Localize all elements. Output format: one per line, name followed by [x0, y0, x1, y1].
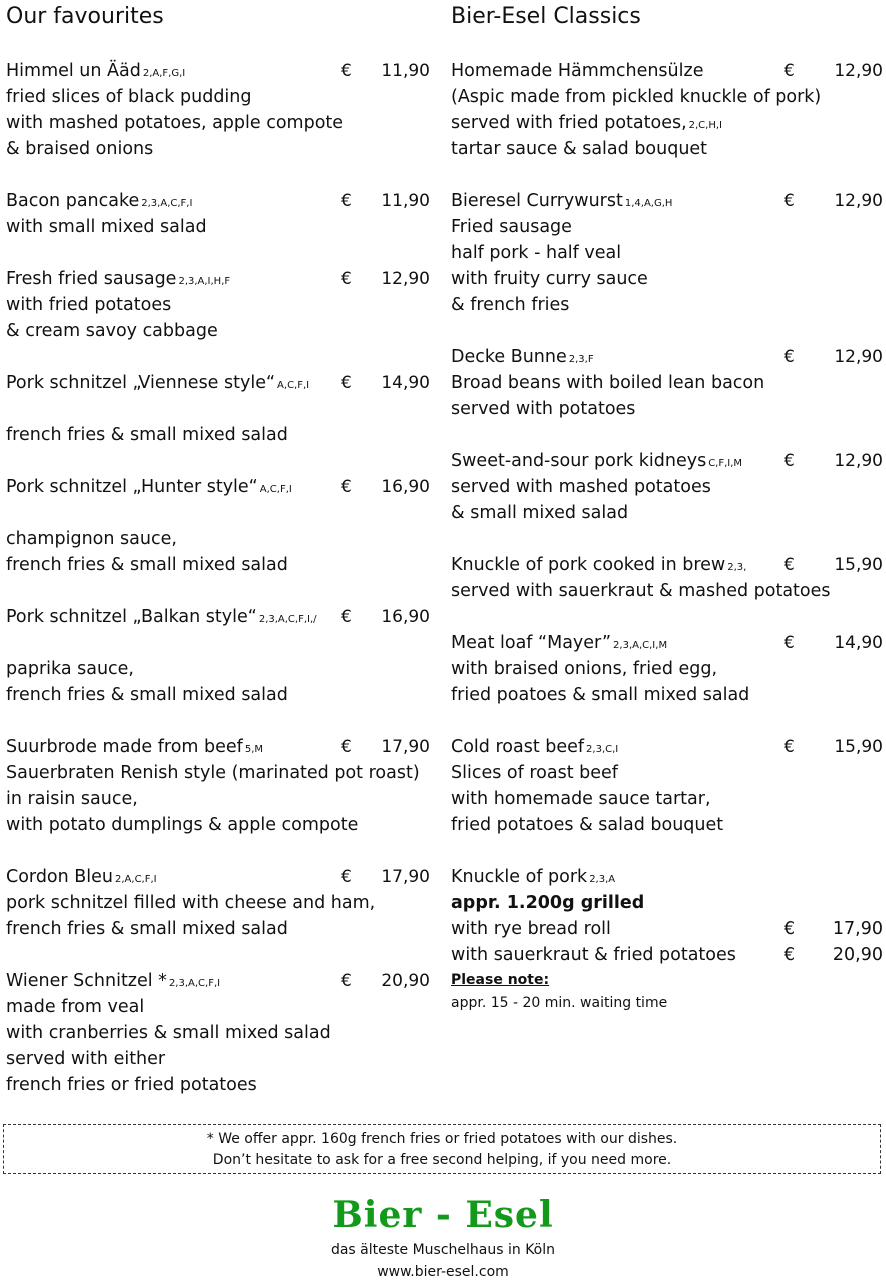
- dish-name: Bieresel Currywurst: [451, 191, 623, 211]
- description-text: with fruity curry sauce: [451, 269, 648, 289]
- dish-description-line: [451, 656, 883, 682]
- description-text: french fries or fried potatoes: [6, 1075, 257, 1095]
- dish-description-line: [6, 396, 430, 422]
- description-text: made from veal: [6, 997, 145, 1017]
- menu-item-title: [451, 344, 883, 370]
- description-text: with braised onions, fried egg,: [451, 659, 718, 679]
- dish-description-line: [6, 292, 430, 318]
- dish-description-line: [6, 1020, 430, 1046]
- menu-item: [451, 58, 883, 162]
- description-text: in raisin sauce,: [6, 789, 138, 809]
- dish-description-line: [451, 292, 883, 318]
- brand-logo: Bier - Esel: [332, 1194, 554, 1236]
- dish-subtitle: appr. 1.200g grilled: [451, 893, 645, 913]
- dish-description-line: [451, 214, 883, 240]
- description-text: tartar sauce & salad bouquet: [451, 139, 708, 159]
- menu-item-title: [451, 448, 883, 474]
- menu-item-knuckle-of-pork: [451, 864, 883, 1014]
- price: 14,90: [834, 633, 883, 653]
- menu-item: [6, 266, 430, 344]
- dish-description-line: [451, 786, 883, 812]
- description-text: (Aspic made from pickled knuckle of pork): [451, 87, 822, 107]
- dish-description-line: [451, 812, 883, 838]
- description-text: french fries & small mixed salad: [6, 685, 288, 705]
- menu-item-title: [6, 266, 430, 292]
- dish-description-line: [451, 396, 883, 422]
- description-text: champignon sauce,: [6, 529, 177, 549]
- description-text: paprika sauce,: [6, 659, 134, 679]
- allergen-codes: 2,3,A,C,F,I: [168, 978, 221, 989]
- menu-item: [6, 58, 430, 162]
- dish-description-line: [6, 890, 430, 916]
- dish-description-line: [6, 656, 430, 682]
- menu-item-title: [451, 734, 883, 760]
- menu-item-title: [451, 864, 883, 890]
- menu-item: [6, 968, 430, 1098]
- price: 11,90: [381, 61, 430, 81]
- euro-sign: €: [784, 191, 795, 211]
- dish-description-line: [451, 370, 883, 396]
- description-text: fried slices of black pudding: [6, 87, 252, 107]
- price: 12,90: [834, 347, 883, 367]
- menu-item: [6, 474, 430, 578]
- euro-sign: €: [341, 61, 352, 81]
- dish-name: Suurbrode made from beef: [6, 737, 243, 757]
- menu-item: [6, 864, 430, 942]
- description-text: with fried potatoes: [6, 295, 172, 315]
- menu-item-title: [451, 552, 883, 578]
- dish-description-line: [6, 916, 430, 942]
- dish-description-line: [6, 422, 430, 448]
- allergen-codes: 2,3,C,I: [586, 744, 619, 755]
- footnote-line-1: * We offer appr. 160g french fries or fried potatoes with our dishes.: [206, 1131, 678, 1147]
- dish-name: Sweet-and-sour pork kidneys: [451, 451, 707, 471]
- menu-item-title: [6, 864, 430, 890]
- euro-sign: €: [341, 477, 352, 497]
- allergen-codes: 2,3,F: [568, 354, 594, 365]
- price: 16,90: [381, 607, 430, 627]
- euro-sign: €: [784, 347, 795, 367]
- dish-name: Pork schnitzel „Viennese style“: [6, 373, 276, 393]
- description-text: Broad beans with boiled lean bacon: [451, 373, 765, 393]
- description-text: & small mixed salad: [451, 503, 629, 523]
- price-option-sauerkraut: [451, 942, 883, 968]
- euro-sign: €: [784, 737, 795, 757]
- dish-name: Cold roast beef: [451, 737, 585, 757]
- dish-description-line: [6, 318, 430, 344]
- description-text: half pork - half veal: [451, 243, 622, 263]
- price: 12,90: [834, 61, 883, 81]
- menu-item: [451, 344, 883, 422]
- option-text: with rye bread roll: [451, 919, 611, 939]
- description-text: pork schnitzel filled with cheese and ham,: [6, 893, 376, 913]
- description-text: & braised onions: [6, 139, 154, 159]
- euro-sign: €: [341, 737, 352, 757]
- menu-item: [451, 630, 883, 708]
- price: 12,90: [834, 451, 883, 471]
- euro-sign: €: [341, 373, 352, 393]
- dish-description-line: [6, 760, 430, 786]
- footnote-line-2: Don’t hesitate to ask for a free second helping, if you need more.: [212, 1152, 672, 1168]
- description-text: with cranberries & small mixed salad: [6, 1023, 331, 1043]
- description-text: fried potatoes & salad bouquet: [451, 815, 724, 835]
- price: 16,90: [381, 477, 430, 497]
- allergen-codes: 2,3,A,C,F,I,/: [258, 614, 317, 625]
- price: 20,90: [381, 971, 430, 991]
- description-text: with small mixed salad: [6, 217, 207, 237]
- dish-name: Cordon Bleu: [6, 867, 114, 887]
- euro-sign: €: [784, 633, 795, 653]
- dish-name: Himmel un Ääd: [6, 61, 141, 81]
- dish-description-line: [6, 500, 430, 526]
- menu-item: [6, 370, 430, 448]
- euro-sign: €: [341, 607, 352, 627]
- price: 12,90: [834, 191, 883, 211]
- menu-item: [451, 734, 883, 838]
- dish-name: Decke Bunne: [451, 347, 567, 367]
- price: 17,90: [381, 737, 430, 757]
- allergen-codes: 2,C,H,I: [688, 120, 722, 131]
- allergen-codes: 2,3,: [727, 562, 747, 573]
- dish-name: Knuckle of pork: [451, 867, 588, 887]
- dish-description-line: [6, 812, 430, 838]
- dish-name: Knuckle of pork cooked in brew: [451, 555, 726, 575]
- dish-description-line: [6, 1046, 430, 1072]
- dish-description-line: [451, 578, 883, 604]
- menu-item-title: [6, 968, 430, 994]
- dish-description-line: [451, 136, 883, 162]
- dish-description-line: [6, 682, 430, 708]
- menu-item-title: [6, 188, 430, 214]
- price: 17,90: [832, 919, 883, 939]
- description-text: french fries & small mixed salad: [6, 425, 288, 445]
- dish-description-line: [6, 786, 430, 812]
- euro-sign: €: [784, 919, 796, 939]
- dish-name: Pork schnitzel „Balkan style“: [6, 607, 257, 627]
- euro-sign: €: [784, 945, 796, 965]
- euro-sign: €: [341, 269, 352, 289]
- dish-description-line: [451, 760, 883, 786]
- dish-description-line: [6, 526, 430, 552]
- description-text: served with potatoes: [451, 399, 636, 419]
- description-text: fried poatoes & small mixed salad: [451, 685, 750, 705]
- description-text: & cream savoy cabbage: [6, 321, 218, 341]
- euro-sign: €: [341, 971, 352, 991]
- allergen-codes: 2,A,C,F,I: [115, 874, 157, 885]
- description-text: served with mashed potatoes: [451, 477, 711, 497]
- allergen-codes: 2,3,A,I,H,F: [178, 276, 231, 287]
- menu-item-title: [6, 734, 430, 760]
- menu-item-title: [6, 58, 430, 84]
- dish-description-line: [6, 1072, 430, 1098]
- menu-item: [451, 188, 883, 318]
- dish-description-line: [451, 474, 883, 500]
- allergen-codes: 2,3,A: [589, 874, 616, 885]
- allergen-codes: A,C,F,I: [277, 380, 310, 391]
- price: 12,90: [381, 269, 430, 289]
- allergen-codes: 2,A,F,G,I: [142, 68, 186, 79]
- euro-sign: €: [784, 555, 795, 575]
- menu-item-title: [6, 370, 430, 396]
- dish-name: Meat loaf “Mayer”: [451, 633, 612, 653]
- description-text: Slices of roast beef: [451, 763, 618, 783]
- dish-name: Fresh fried sausage: [6, 269, 177, 289]
- description-text: with mashed potatoes, apple compote: [6, 113, 344, 133]
- menu-item: [6, 604, 430, 708]
- menu-item: [451, 552, 883, 604]
- dish-description-line: [6, 552, 430, 578]
- option-text: with sauerkraut & fried potatoes: [451, 945, 736, 965]
- dish-description-line: [451, 682, 883, 708]
- menu-item-title: [451, 58, 883, 84]
- menu-item-title: [451, 188, 883, 214]
- dish-name: Wiener Schnitzel *: [6, 971, 167, 991]
- menu-item: [6, 734, 430, 838]
- allergen-codes: 2,3,A,C,I,M: [613, 640, 668, 651]
- brand-tagline: das älteste Muschelhaus in Köln: [330, 1242, 556, 1258]
- description-text: with homemade sauce tartar,: [451, 789, 711, 809]
- euro-sign: €: [784, 451, 795, 471]
- price: 14,90: [381, 373, 430, 393]
- description-text: served with fried potatoes,: [451, 113, 687, 133]
- menu-item-title: [6, 474, 430, 500]
- menu-item: [6, 188, 430, 240]
- dish-description-line: [451, 110, 883, 136]
- description-text: & french fries: [451, 295, 570, 315]
- note-heading: Please note:: [451, 972, 550, 988]
- dish-name: Pork schnitzel „Hunter style“: [6, 477, 258, 497]
- section-heading-classics: Bier-Esel Classics: [451, 4, 641, 29]
- price-option-rye-roll: [451, 916, 883, 942]
- dish-description-line: [451, 266, 883, 292]
- euro-sign: €: [784, 61, 795, 81]
- description-text: french fries & small mixed salad: [6, 555, 288, 575]
- dish-description-line: [451, 500, 883, 526]
- description-text: Fried sausage: [451, 217, 572, 237]
- description-text: with potato dumplings & apple compote: [6, 815, 359, 835]
- description-text: Sauerbraten Renish style (marinated pot roast): [6, 763, 420, 783]
- price: 15,90: [834, 737, 883, 757]
- allergen-codes: A,C,F,I: [259, 484, 292, 495]
- description-text: served with either: [6, 1049, 166, 1069]
- dish-description-line: [6, 84, 430, 110]
- price: 15,90: [834, 555, 883, 575]
- price: 11,90: [381, 191, 430, 211]
- description-text: french fries & small mixed salad: [6, 919, 288, 939]
- allergen-codes: 5,M: [244, 744, 264, 755]
- description-text: served with sauerkraut & mashed potatoes: [451, 581, 831, 601]
- allergen-codes: C,F,I,M: [708, 458, 743, 469]
- dish-description-line: [451, 240, 883, 266]
- euro-sign: €: [341, 191, 352, 211]
- footnote-box: [3, 1124, 881, 1174]
- dish-name: Bacon pancake: [6, 191, 140, 211]
- allergen-codes: 2,3,A,C,F,I: [141, 198, 193, 209]
- dish-description-line: [6, 630, 430, 656]
- price: 17,90: [381, 867, 430, 887]
- price: 20,90: [832, 945, 883, 965]
- note-text: appr. 15 - 20 min. waiting time: [451, 995, 668, 1011]
- menu-item-title: [6, 604, 430, 630]
- dish-description-line: [6, 110, 430, 136]
- euro-sign: €: [341, 867, 352, 887]
- menu-item: [451, 448, 883, 526]
- dish-description-line: [6, 136, 430, 162]
- allergen-codes: 1,4,A,G,H: [624, 198, 673, 209]
- dish-description-line: [6, 214, 430, 240]
- website-link[interactable]: www.bier-esel.com: [377, 1264, 509, 1280]
- section-heading-favourites: Our favourites: [6, 4, 164, 29]
- menu-item-title: [451, 630, 883, 656]
- dish-description-line: [6, 994, 430, 1020]
- dish-description-line: [451, 84, 883, 110]
- dish-name: Homemade Hämmchensülze: [451, 61, 704, 81]
